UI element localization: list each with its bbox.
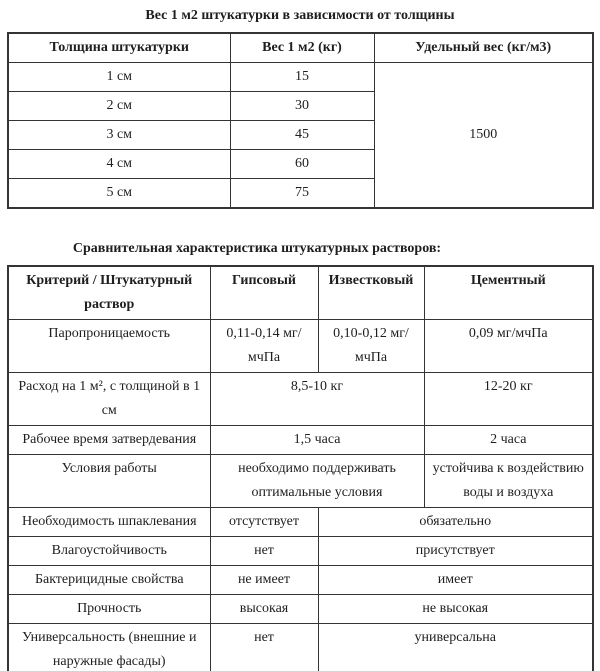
criterion-cell: Условия работы [8,455,210,508]
table2-row-bactericidal [8,566,593,595]
table2-row-puttying [8,508,593,537]
gypsum-cell: нет [210,537,318,566]
table2-row-moisture-resistance [8,537,593,566]
cement-cell: 2 часа [424,426,593,455]
table1-row [8,63,593,92]
criterion-cell: Влагоустойчивость [8,537,210,566]
thickness-cell: 2 см [8,92,230,121]
gypsum-cell: нет [210,624,318,671]
cement-cell: 0,09 мг/мчПа [424,320,593,373]
table2-title: Сравнительная характеристика штукатурных растворов: [72,241,442,256]
gypsum-cell: не имеет [210,566,318,595]
weight-cell: 60 [230,150,374,179]
table2-header-criterion: Критерий / Штукатурный раствор [8,266,210,320]
table2-header-gypsum: Гипсовый [210,266,318,320]
weight-cell: 30 [230,92,374,121]
gypsum-lime-cell: 8,5-10 кг [210,373,424,426]
specific-weight-cell: 1500 [374,63,593,209]
criterion-cell: Бактерицидные свойства [8,566,210,595]
table1-header-thickness: Толщина штукатурки [8,33,230,63]
lime-cement-cell: имеет [318,566,593,595]
criterion-cell: Рабочее время затвердевания [8,426,210,455]
criterion-cell: Универсальность (внешние и наружные фасады) [8,624,210,671]
table2-row-working-time [8,426,593,455]
thickness-cell: 3 см [8,121,230,150]
table2-header-row [8,266,593,320]
gypsum-cell: отсутствует [210,508,318,537]
cement-cell: 12-20 кг [424,373,593,426]
gypsum-lime-cell: 1,5 часа [210,426,424,455]
table1-header-weight: Вес 1 м2 (кг) [230,33,374,63]
lime-cement-cell: присутствует [318,537,593,566]
gypsum-lime-cell: необходимо поддерживать оптимальные условия [210,455,424,508]
table2-header-cement: Цементный [424,266,593,320]
table2-row-working-conditions [8,455,593,508]
gypsum-cell: высокая [210,595,318,624]
plaster-weight-table [7,32,594,209]
lime-cement-cell: универсальна [318,624,593,671]
table1-header-row [8,33,593,63]
criterion-cell: Необходимость шпаклевания [8,508,210,537]
weight-cell: 15 [230,63,374,92]
plaster-comparison-table [7,265,594,671]
table2-header-lime: Известковый [318,266,424,320]
lime-cement-cell: обязательно [318,508,593,537]
weight-cell: 75 [230,179,374,209]
table2-row-strength [8,595,593,624]
thickness-cell: 5 см [8,179,230,209]
cement-cell: устойчива к воздействию воды и воздуха [424,455,593,508]
table1-header-specific-weight: Удельный вес (кг/м3) [374,33,593,63]
criterion-cell: Прочность [8,595,210,624]
thickness-cell: 4 см [8,150,230,179]
weight-cell: 45 [230,121,374,150]
table2-row-universality [8,624,593,671]
table1-title: Вес 1 м2 штукатурки в зависимости от толщины [145,8,455,23]
thickness-cell: 1 см [8,63,230,92]
table2-row-vapor-permeability [8,320,593,373]
criterion-cell: Расход на 1 м², с толщиной в 1 см [8,373,210,426]
gypsum-cell: 0,11-0,14 мг/ мчПа [210,320,318,373]
table2-row-consumption [8,373,593,426]
lime-cement-cell: не высокая [318,595,593,624]
criterion-cell: Паропроницаемость [8,320,210,373]
lime-cell: 0,10-0,12 мг/ мчПа [318,320,424,373]
